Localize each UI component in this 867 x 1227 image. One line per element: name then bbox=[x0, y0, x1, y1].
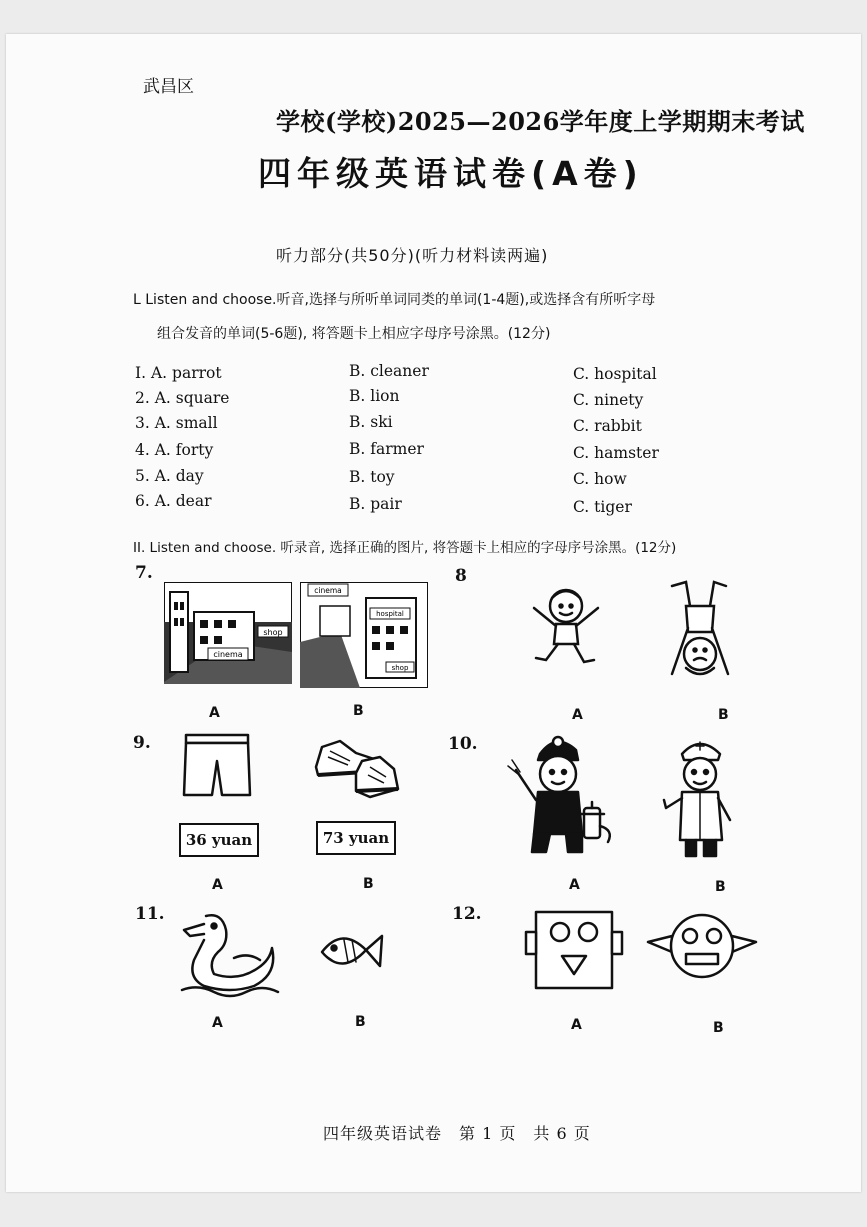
q1-option-c: C. hospital bbox=[573, 365, 657, 383]
q11-label-a: A bbox=[212, 1015, 223, 1031]
q9a-shorts-picture bbox=[182, 733, 252, 797]
q5-option-b: B. toy bbox=[349, 468, 395, 486]
q10-label-b: B bbox=[715, 879, 726, 895]
q7b-shop-sign: shop bbox=[391, 664, 409, 672]
q2-option-c: C. ninety bbox=[573, 391, 644, 409]
q9-label-a: A bbox=[212, 877, 223, 893]
part1-instruction-line2: 组合发音的单词(5-6题), 将答题卡上相应字母序号涂黑。(12分) bbox=[157, 326, 551, 342]
q11a-duck-picture bbox=[178, 908, 282, 1000]
q7b-street-picture bbox=[300, 582, 428, 688]
q7b-hospital-sign: hospital bbox=[376, 610, 404, 618]
q3-option-c: C. rabbit bbox=[573, 417, 642, 435]
q8-label-a: A bbox=[572, 707, 583, 723]
paper-title: 四年级英语试卷(A卷) bbox=[258, 154, 644, 193]
q5-option-c: C. how bbox=[573, 470, 627, 488]
q8-label-b: B bbox=[718, 707, 729, 723]
q6-option-b: B. pair bbox=[349, 495, 402, 513]
q8-number: 8 bbox=[455, 566, 467, 586]
q2-option-b: B. lion bbox=[349, 387, 400, 405]
q11b-fish-picture bbox=[318, 926, 386, 976]
q12b-round-robot-picture bbox=[646, 912, 758, 984]
q3-option-b: B. ski bbox=[349, 413, 393, 431]
q1-option-a: I. A. parrot bbox=[135, 364, 222, 382]
q7-label-b: B bbox=[353, 703, 364, 719]
q9b-sneakers-picture bbox=[310, 733, 402, 805]
page-footer: 四年级英语试卷 第 1 页 共 6 页 bbox=[323, 1124, 591, 1143]
q7-label-a: A bbox=[209, 705, 220, 721]
q10-label-a: A bbox=[569, 877, 580, 893]
q6-option-c: C. tiger bbox=[573, 498, 632, 516]
district-label: 武昌区 bbox=[143, 77, 194, 97]
q12-number: 12. bbox=[452, 904, 482, 924]
q9a-price-tag: 36 yuan bbox=[179, 823, 259, 857]
q2-option-a: 2. A. square bbox=[135, 389, 230, 407]
q12a-square-robot-picture bbox=[524, 908, 624, 992]
q7b-cinema-sign: cinema bbox=[314, 586, 342, 595]
q7-number: 7. bbox=[135, 563, 153, 583]
q10-number: 10. bbox=[448, 734, 478, 754]
q3-option-a: 3. A. small bbox=[135, 414, 218, 432]
q9b-price-tag: 73 yuan bbox=[316, 821, 396, 855]
q8b-handstand-child-picture bbox=[664, 576, 736, 688]
q5-option-a: 5. A. day bbox=[135, 467, 204, 485]
part1-instruction-line1: L Listen and choose.听音,选择与所听单词同类的单词(1-4题),或选择含有所听字母 bbox=[133, 292, 656, 308]
q11-label-b: B bbox=[355, 1014, 366, 1030]
q8a-jumping-boy-picture bbox=[528, 580, 604, 672]
q7a-cinema-sign: cinema bbox=[213, 650, 243, 659]
q10a-firefighter-picture bbox=[506, 730, 616, 856]
q7a-street-picture bbox=[164, 582, 292, 684]
q6-option-a: 6. A. dear bbox=[135, 492, 212, 510]
q1-option-b: B. cleaner bbox=[349, 362, 429, 380]
q10b-doctor-picture bbox=[660, 736, 740, 860]
q4-option-b: B. farmer bbox=[349, 440, 424, 458]
q4-option-a: 4. A. forty bbox=[135, 441, 214, 459]
q9-number: 9. bbox=[133, 733, 151, 753]
q11-number: 11. bbox=[135, 904, 165, 924]
listening-section-heading: 听力部分(共50分)(听力材料读两遍) bbox=[276, 246, 549, 265]
q12-label-a: A bbox=[571, 1017, 582, 1033]
q7a-shop-sign: shop bbox=[263, 628, 283, 637]
school-title: 学校(学校)2025—2026学年度上学期期末考试 bbox=[276, 107, 805, 136]
q9-label-b: B bbox=[363, 876, 374, 892]
q4-option-c: C. hamster bbox=[573, 444, 659, 462]
part2-instruction: II. Listen and choose. 听录音, 选择正确的图片, 将答题卡上相应的字母序号涂黑。(12分) bbox=[133, 540, 677, 556]
q12-label-b: B bbox=[713, 1020, 724, 1036]
